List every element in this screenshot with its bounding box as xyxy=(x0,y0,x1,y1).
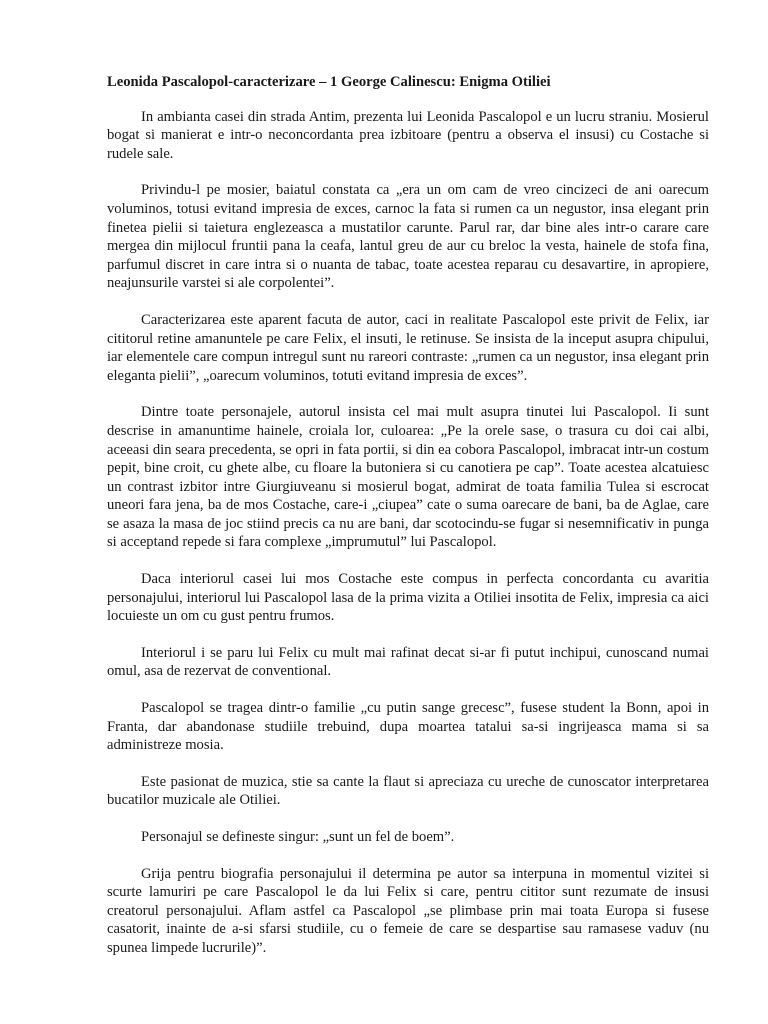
paragraph: Dintre toate personajele, autorul insista cel mai mult asupra tinutei lui Pascalopol. Ii sunt descrise in amanuntime hainele, croiala lor, culoarea: „Pe la orele sase, o trasura cu doi cai albi, aceeasi din seara precedenta, se opri in fata portii, si din ea cobora Pascalopol, imbracat intr-un costum pepit, bine croit, cu ghete albe, cu floare la butoniera si cu canotiera pe cap”. Toate acestea alcatuiesc un contrast izbitor intre Giurgiuveanu si mosierul bogat, admirat de toata familia Tulea si escrocat uneori fara jena, ba de mos Costache, care-i „ciupea” cate o suma oarecare de bani, ba de Aglae, care se asaza la masa de joc stiind precis ca nu are bani, dar scotocindu-se fugar si nesemnificativ in punga si acceptand repede si fara complexe „imprumutul” lui Pascalopol. xyxy=(107,404,709,551)
paragraph: Daca interiorul casei lui mos Costache este compus in perfecta concordanta cu avaritia personajului, interiorul lui Pascalopol lasa de la prima vizita a Otiliei insotita de Felix, impresia ca aici locuieste un om cu gust pentru frumos. xyxy=(107,571,709,625)
paragraph: Este pasionat de muzica, stie sa cante la flaut si apreciaza cu ureche de cunoscator interpretarea bucatilor muzicale ale Otiliei. xyxy=(107,773,709,809)
paragraph: Grija pentru biografia personajului il determina pe autor sa interpuna in momentul vizitei si scurte lamuriri pe care Pascalopol le da lui Felix si care, pentru cititor sunt rezumate de insusi creatorul personajului. Aflam astfel ca Pascalopol „se plimbase prin mai toata Europa si fusese casatorit, inainte de a-si sfarsi studiile, cu o femeie de care se despartise sau ramasese vaduv (nu spunea limpede lucrurile)”. xyxy=(107,865,709,956)
paragraph: In ambianta casei din strada Antim, prezenta lui Leonida Pascalopol e un lucru straniu. Mosierul bogat si manierat e intr-o neconcordanta prea izbitoare (pentru a observa el insusi) cu Costache si rudele sale. xyxy=(107,108,709,162)
paragraph: Pascalopol se tragea dintr-o familie „cu putin sange grecesc”, fusese student la Bonn, apoi in Franta, dar abandonase studiile trebuind, dupa moartea tatalui sa-si ingrijeasca mama si sa administreze mosia. xyxy=(107,700,709,754)
document-body xyxy=(107,73,709,976)
paragraph: Privindu-l pe mosier, baiatul constata ca „era un om cam de vreo cincizeci de ani oarecum voluminos, totusi evitand impresia de exces, carnoc la fata si rumen ca un negustor, insa elegant prin finetea pielii si taietura englezeasca a mustatilor carunte. Parul rar, dar bine ales intr-o carare care mergea din mijlocul fruntii pana la ceafa, lantul greu de aur cu breloc la vesta, hainele de stofa fina, parfumul discret in care intra si o nuanta de tabac, toate acestea reparau cu desavartire, in apropiere, neajunsurile varstei si ale corpolentei”. xyxy=(107,182,709,292)
paragraph: Caracterizarea este aparent facuta de autor, caci in realitate Pascalopol este privit de Felix, iar cititorul retine amanuntele pe care Felix, el insuti, le retinuse. Se insista de la inceput asupra chipului, iar elementele care compun intregul sunt nu rareori contraste: „rumen ca un negustor, insa elegant prin eleganta pielii”, „oarecum voluminos, totuti evitand impresia de exces”. xyxy=(107,311,709,384)
paragraph: Personajul se defineste singur: „sunt un fel de boem”. xyxy=(141,829,455,845)
document-title: Leonida Pascalopol-caracterizare – 1 George Calinescu: Enigma Otiliei xyxy=(107,74,551,90)
paragraph: Interiorul i se paru lui Felix cu mult mai rafinat decat si-ar fi putut inchipui, cunoscand numai omul, asa de rezervat de conventional. xyxy=(107,644,709,680)
